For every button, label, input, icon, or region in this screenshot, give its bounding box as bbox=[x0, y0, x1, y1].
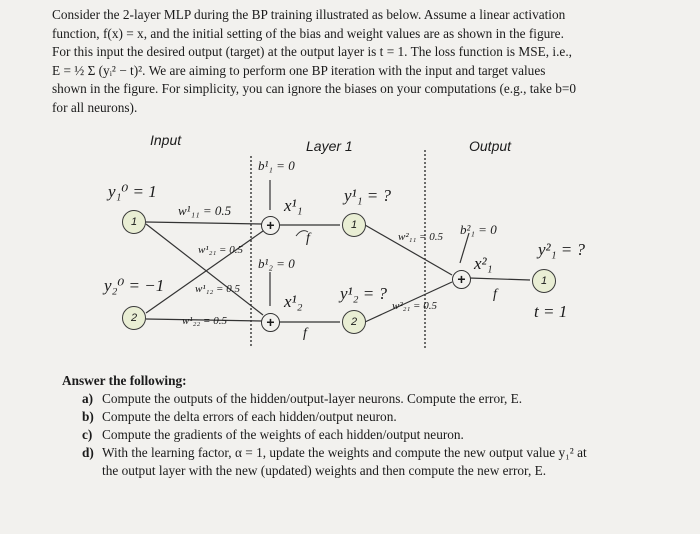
hidden-2-x: x¹₂ bbox=[284, 292, 303, 311]
question-text: Compute the delta errors of each hidden/output neuron. bbox=[102, 409, 397, 424]
problem-line: E = ½ Σ (yᵢ² − t)². We are aiming to perform one BP iteration with the input and target values bbox=[52, 62, 546, 78]
question-item bbox=[82, 426, 662, 444]
sum-node-out: + bbox=[452, 270, 471, 289]
hidden-1-x: x¹₁ bbox=[284, 196, 303, 215]
sum-node-2: + bbox=[261, 313, 280, 332]
problem-line: Consider the 2-layer MLP during the BP training illustrated as below. Assume a linear activation bbox=[52, 7, 566, 22]
hidden-2-f: f bbox=[303, 326, 307, 341]
weight-w2-21: w²₂₁ = 0.5 bbox=[392, 300, 437, 312]
hidden-1-f: f bbox=[306, 231, 310, 246]
input-2-label: y₂⁰ = −1 bbox=[104, 276, 165, 295]
question-text: Compute the gradients of the weights of each hidden/output neuron. bbox=[102, 427, 464, 442]
weight-w2-11: w²₁₁ = 0.5 bbox=[398, 231, 443, 243]
question-text: Compute the outputs of the hidden/output-layer neurons. Compute the error, E. bbox=[102, 391, 523, 406]
target-label: t = 1 bbox=[534, 302, 568, 321]
questions-title: Answer the following: bbox=[62, 373, 187, 388]
question-letter: c) bbox=[82, 427, 93, 442]
hidden-2-output: y¹₂ = ? bbox=[340, 284, 388, 303]
problem-line: for all neurons). bbox=[52, 99, 138, 115]
input-header: Input bbox=[150, 132, 182, 148]
bias-output: b²₁ = 0 bbox=[460, 222, 497, 237]
output-node: 1 bbox=[532, 269, 556, 293]
question-text: With the learning factor, α = 1, update the weights and compute the new output value y₁² at bbox=[102, 445, 587, 460]
input-node-1: 1 bbox=[122, 210, 146, 234]
question-letter: d) bbox=[82, 445, 94, 460]
question-item bbox=[82, 390, 662, 408]
problem-line: function, f(x) = x, and the initial setting of the bias and weight values are as shown in the figure. bbox=[52, 25, 564, 41]
weight-w22: w¹₂₂ = 0.5 bbox=[182, 315, 227, 327]
edge-w11 bbox=[146, 222, 262, 224]
question-letter: a) bbox=[82, 391, 94, 406]
hidden-1-output: y¹₁ = ? bbox=[344, 186, 392, 205]
output-label: y²₁ = ? bbox=[538, 240, 586, 259]
output-f: f bbox=[493, 287, 497, 302]
questions bbox=[62, 372, 662, 480]
input-node-2: 2 bbox=[122, 306, 146, 330]
problem-line: For this input the desired output (target) at the output layer is t = 1. The loss function is MSE, i.e., bbox=[52, 44, 572, 60]
weight-w11: w¹₁₁ = 0.5 bbox=[178, 203, 232, 218]
layer1-header: Layer 1 bbox=[306, 138, 353, 154]
question-item bbox=[82, 444, 662, 462]
bias-b1: b¹₁ = 0 bbox=[258, 158, 295, 173]
output-header: Output bbox=[469, 138, 512, 154]
edge-out bbox=[469, 278, 530, 280]
question-item bbox=[82, 408, 662, 426]
output-x: x²₁ bbox=[474, 254, 493, 273]
weight-w12: w¹₁₂ = 0.5 bbox=[195, 283, 240, 295]
bias-b2: b¹₂ = 0 bbox=[258, 256, 295, 271]
problem-line: shown in the figure. For simplicity, you can ignore the biases on your computations (e.g., take b=0 bbox=[52, 81, 577, 97]
question-letter: b) bbox=[82, 409, 94, 424]
question-item bbox=[82, 462, 662, 480]
question-text: the output layer with the new (updated) weights and then compute the new error, E. bbox=[102, 463, 547, 478]
hidden-node-1: 1 bbox=[342, 213, 366, 237]
input-1-label: y₁⁰ = 1 bbox=[108, 182, 157, 201]
weight-w21: w¹₂₁ = 0.5 bbox=[198, 244, 243, 256]
hidden-node-2: 2 bbox=[342, 310, 366, 334]
sum-node-1: + bbox=[261, 216, 280, 235]
